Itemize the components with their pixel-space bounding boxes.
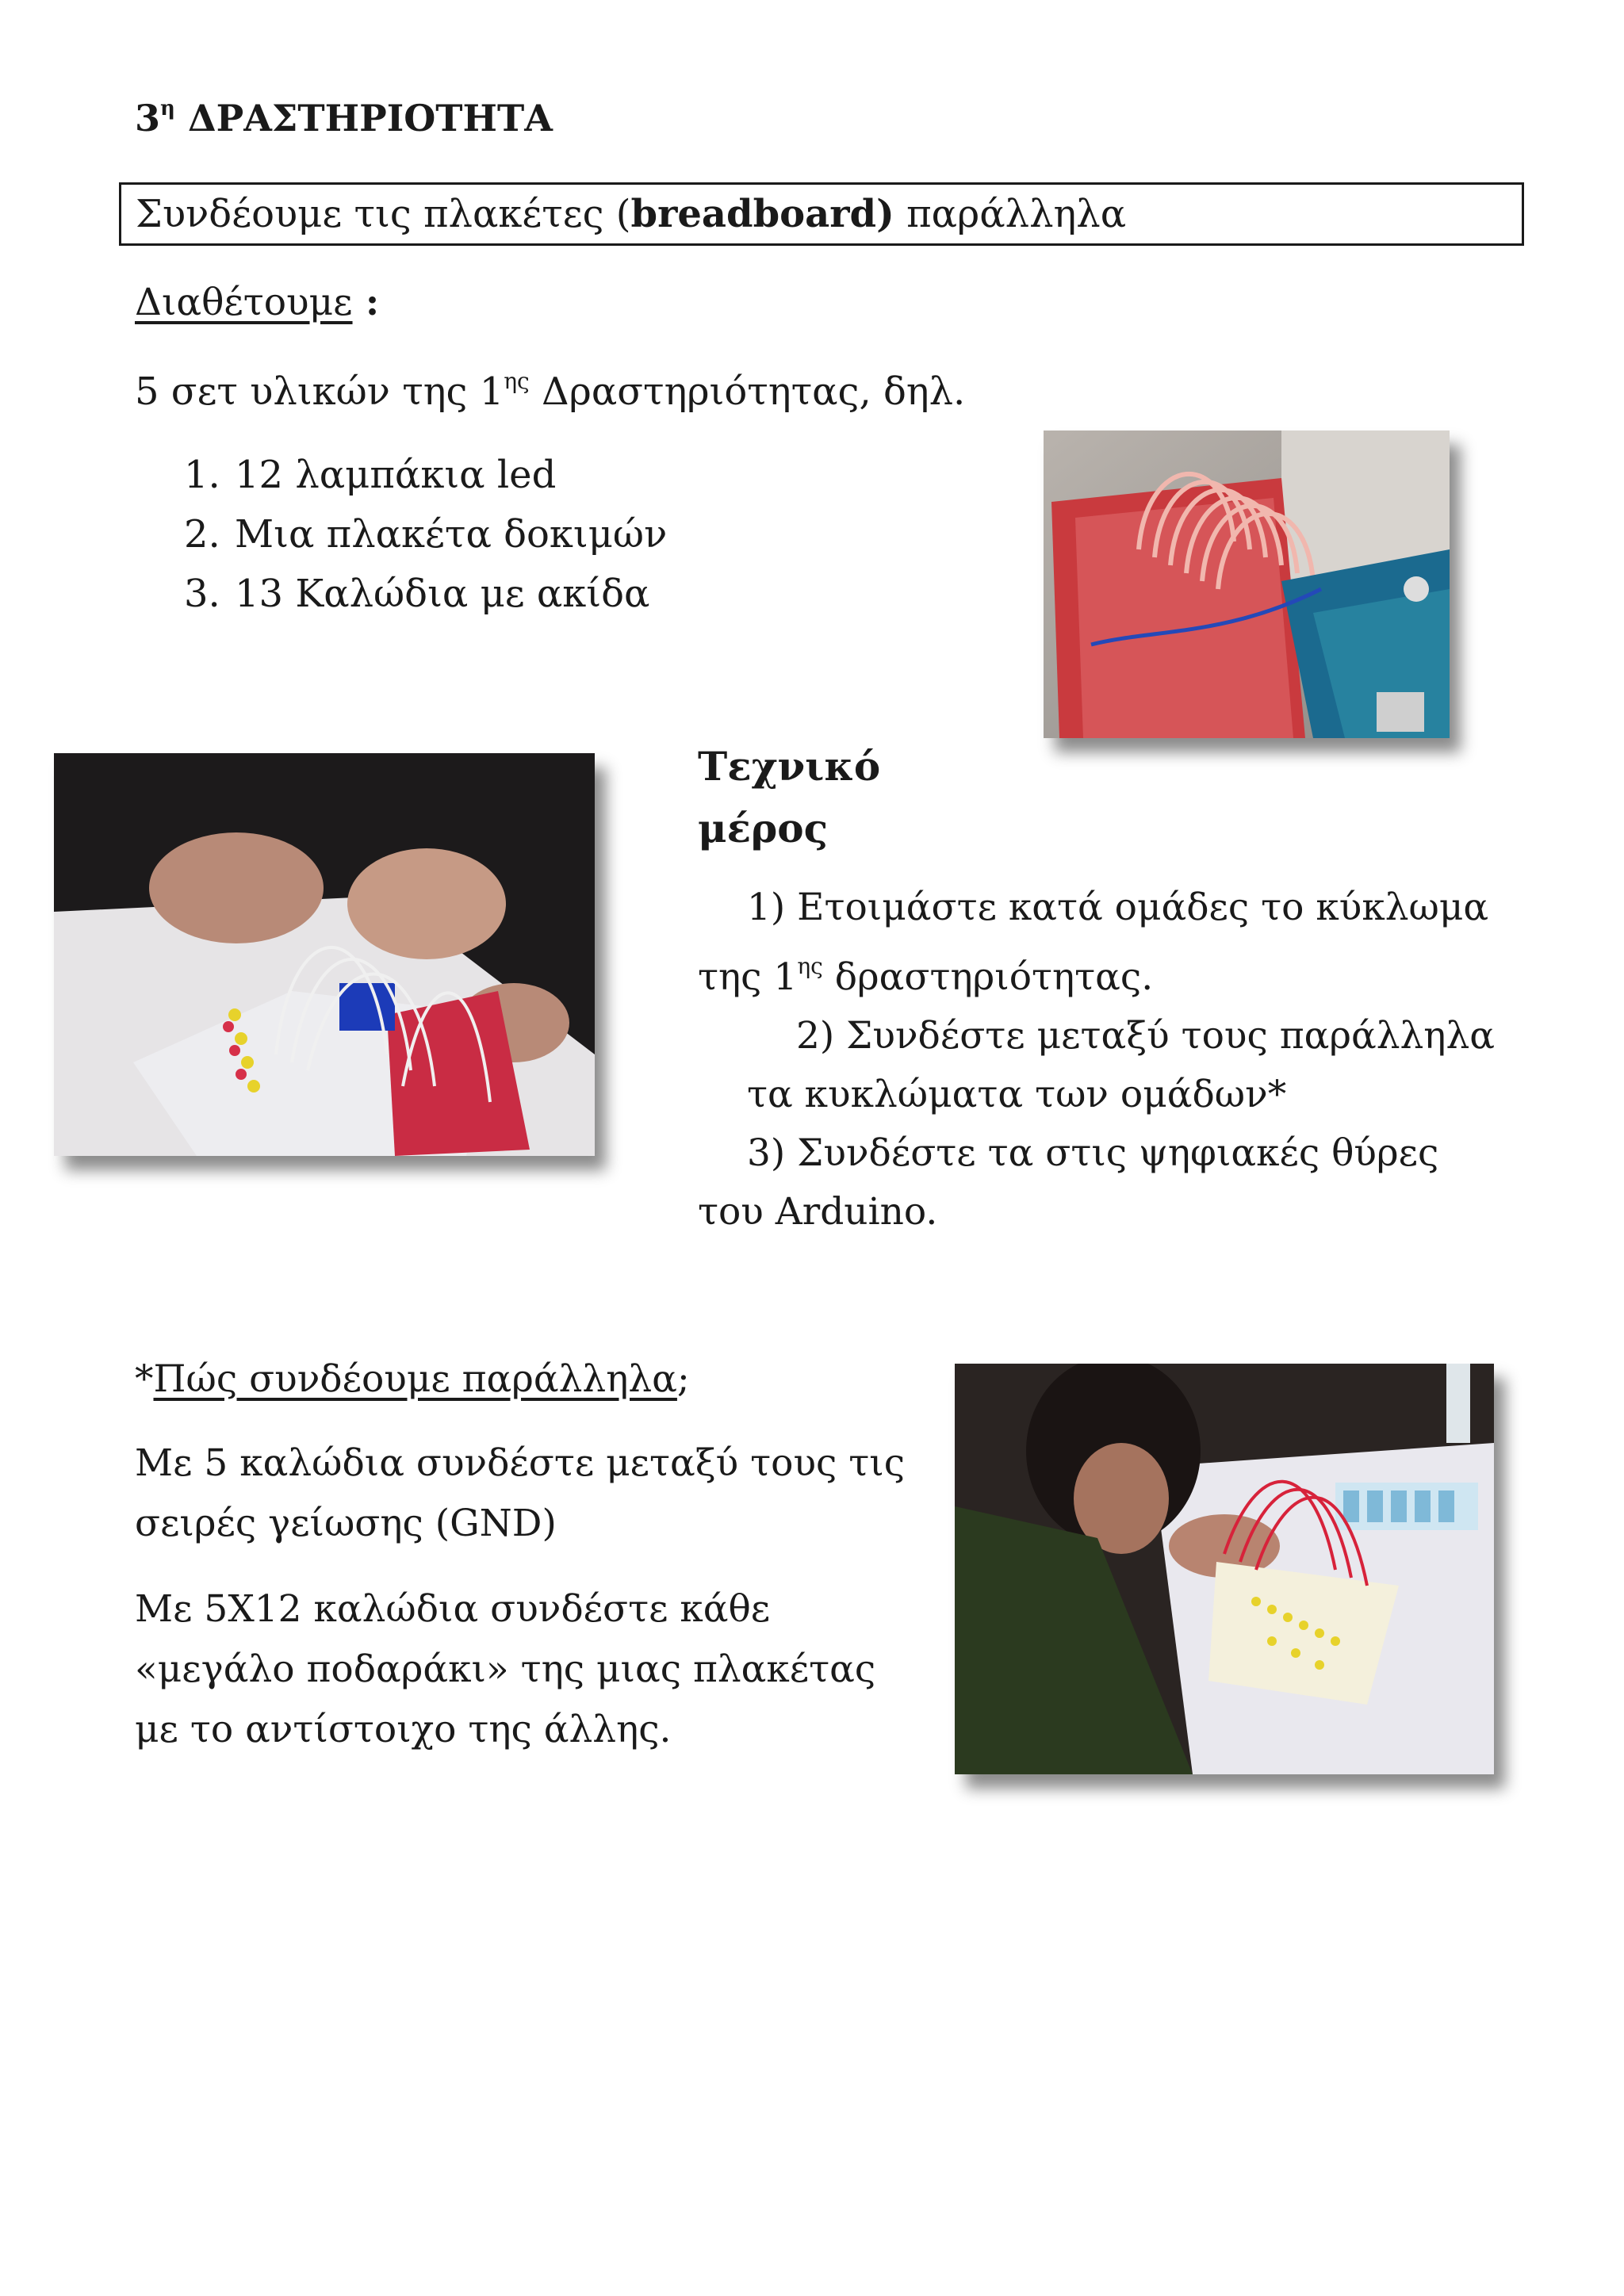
technical-title — [698, 736, 880, 859]
title-after: παράλληλα — [894, 192, 1127, 236]
legs-instruction: Με 5Χ12 καλώδια συνδέστε κάθε «μεγάλο ποδαράκι» της μιας πλακέτας με το αντίστοιχο της άλλης. — [135, 1587, 876, 1751]
gnd-instruction: Με 5 καλώδια συνδέστε μεταξύ τους τις σειρές γείωσης (GND) — [135, 1441, 906, 1545]
available-label-line — [135, 276, 379, 330]
technical-title-line2: μέρος — [698, 805, 829, 851]
parallel-question — [135, 1353, 690, 1406]
technical-steps — [698, 878, 1515, 1242]
heading-text: ΔΡΑΣΤΗΡΙΟΤΗΤΑ — [187, 97, 553, 140]
step-1-continued: της $1^{\eta\varsigma}$ δραστηριότητας. — [698, 953, 1154, 999]
step-1: 1) Ετοιμάστε κατά ομάδες το κύκλωμα — [747, 886, 1489, 929]
title-bold: breadboard) — [630, 192, 894, 236]
list-item: 2. Μια πλακέτα δοκιμών — [184, 512, 668, 557]
technical-title-line1: Τεχνικό — [698, 743, 881, 790]
list-item: 3. 13 Καλώδια με ακίδα — [184, 572, 650, 616]
sets-line — [135, 365, 965, 420]
step-3: 3) Συνδέστε τα στις ψηφιακές θύρες του Arduino. — [698, 1131, 1439, 1234]
students-wiring-photo — [54, 753, 595, 1156]
activity-title-box — [119, 182, 1524, 246]
available-label: Διαθέτουμε — [135, 281, 353, 324]
step-2: 2) Συνδέστε μεταξύ τους παράλληλα τα κυκλώματα των ομάδων* — [747, 1014, 1495, 1116]
heading-ordinal: η — [160, 97, 175, 121]
materials-list — [184, 446, 667, 624]
question-star: * — [135, 1357, 154, 1401]
heading-number: 3 — [135, 97, 161, 140]
student-breadboard-photo — [955, 1364, 1494, 1774]
sets-before: 5 σετ υλικών της 1 — [135, 369, 504, 414]
list-item: 1. 12 λαμπάκια led — [184, 453, 557, 497]
breadboard-arduino-photo — [1044, 430, 1450, 738]
question-text: Πώς συνδέουμε παράλληλα — [153, 1357, 677, 1401]
title-before: Συνδέουμε τις πλακέτες ( — [136, 192, 631, 236]
sets-ordinal: ης — [504, 368, 530, 394]
available-colon: : — [352, 281, 380, 324]
question-semicolon: ; — [676, 1357, 690, 1401]
activity-heading — [135, 97, 553, 140]
sets-after: Δραστηριότητας, δηλ. — [529, 369, 966, 414]
